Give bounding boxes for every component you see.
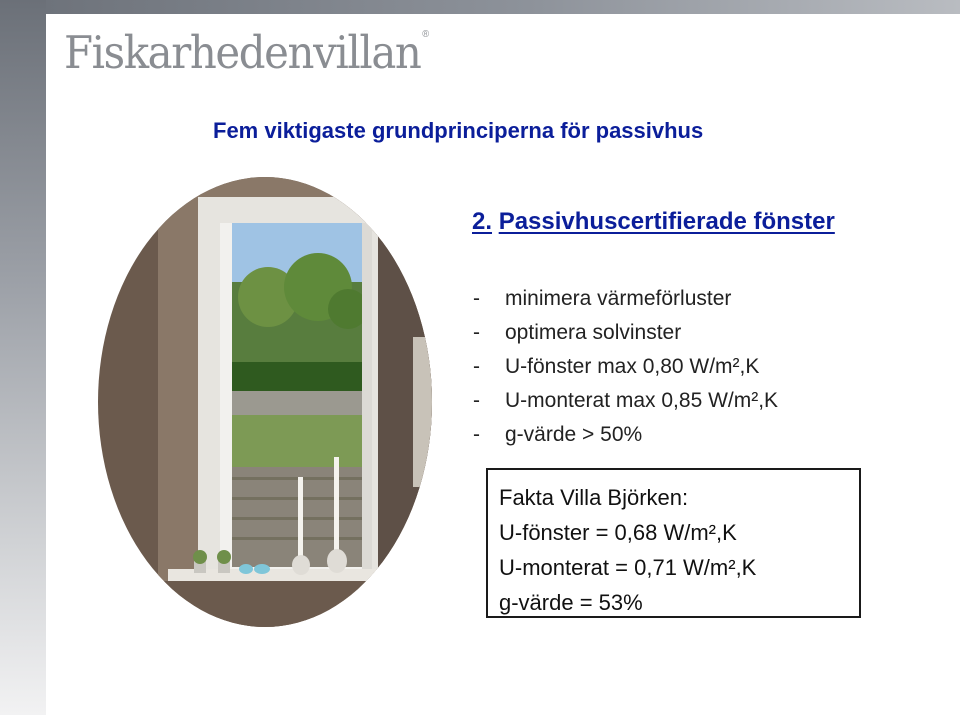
list-item-text: minimera värmeförluster	[505, 287, 732, 310]
list-dash: -	[473, 355, 480, 378]
section-title-text: Passivhuscertifierade fönster	[498, 208, 835, 235]
left-accent-bar	[0, 0, 46, 715]
slide-heading: Fem viktigaste grundprinciperna för passivhus	[213, 118, 704, 143]
facts-line: U-fönster = 0,68 W/m²,K	[499, 520, 737, 545]
list-item	[473, 418, 778, 452]
list-item-text: optimera solvinster	[505, 321, 682, 344]
top-accent-bar	[0, 0, 960, 14]
section-number: 2.	[472, 208, 493, 235]
list-dash: -	[473, 321, 480, 344]
list-item	[473, 350, 778, 384]
list-item	[473, 316, 778, 350]
registered-mark: ®	[422, 29, 428, 40]
list-item-text: U-monterat max 0,85 W/m²,K	[505, 389, 779, 412]
brand-logo-text: Fiskarhedenvillan	[64, 26, 421, 79]
list-item	[473, 384, 778, 418]
principle-list	[473, 282, 778, 452]
facts-line: g-värde = 53%	[499, 590, 643, 615]
brand-logo	[64, 26, 428, 79]
list-dash: -	[473, 389, 480, 412]
facts-box	[486, 468, 861, 618]
facts-title: Fakta Villa Björken:	[499, 485, 689, 510]
list-item	[473, 282, 778, 316]
list-dash: -	[473, 423, 480, 446]
window-photo	[98, 177, 432, 627]
section-title	[472, 210, 835, 234]
facts-line: U-monterat = 0,71 W/m²,K	[499, 555, 757, 580]
list-item-text: g-värde > 50%	[505, 423, 643, 446]
list-dash: -	[473, 287, 480, 310]
list-item-text: U-fönster max 0,80 W/m²,K	[505, 355, 760, 378]
